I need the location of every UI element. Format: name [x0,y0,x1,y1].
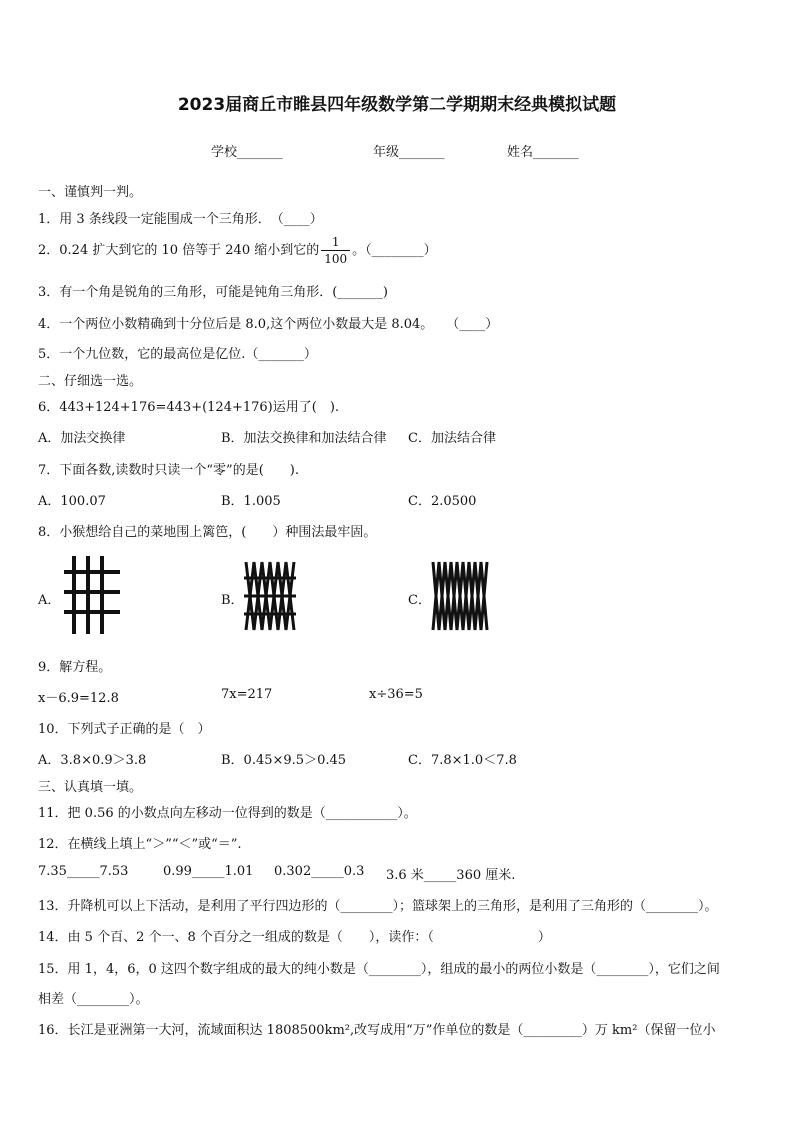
question-6-option-c: C．加法结合律 [408,431,496,446]
question-6-option-a: A．加法交换律 [38,431,126,446]
question-8-option-a: A． [38,593,61,608]
question-15-continued: 相差（________）。 [38,992,149,1007]
equation-3: x÷36=5 [369,687,423,702]
question-14: 14．由 5 个百、2 个一、8 个百分之一组成的数是（ ），读作：（ ） [38,930,551,945]
fence-diagonal-grid-image [244,560,296,632]
question-8-option-b: B． [221,593,244,608]
comparison-3: 0.302_____0.3 [274,864,365,879]
comparison-4: 3.6 米_____360 厘米. [386,868,516,883]
question-8-option-c: C． [408,593,431,608]
question-2-text: 2．0.24 扩大到它的 10 倍等于 240 缩小到它的 [38,243,320,258]
question-8: 8．小猴想给自己的菜地围上篱笆，( ）种围法最牢固。 [38,525,377,540]
question-10-option-c: C．7.8×1.0＜7.8 [408,753,517,768]
question-7-option-c: C．2.0500 [408,494,477,509]
fence-grid-image [62,556,122,634]
equation-2: 7x=217 [221,687,273,702]
question-7-option-a: A．100.07 [38,494,106,509]
question-6-option-b: B．加法交换律和加法结合律 [221,431,387,446]
question-2-answer: 。（________） [352,243,437,258]
question-11: 11．把 0.56 的小数点向左移动一位得到的数是（___________）。 [38,806,417,821]
question-16: 16．长江是亚洲第一大河，流域面积达 1808500km²,改写成用“万”作单位的数是（_________）万 km²（保留一位小 [38,1023,716,1038]
question-5: 5．一个九位数，它的最高位是亿位.（_______） [38,347,317,362]
fraction [321,236,350,265]
question-1: 1．用 3 条线段一定能围成一个三角形． （____） [38,212,323,227]
fraction-numerator: 1 [321,236,350,251]
school-field: 学校_______ [211,145,283,160]
question-10: 10．下列式子正确的是（ ） [38,722,211,737]
page-title: 2023届商丘市睢县四年级数学第二学期期末经典模拟试题 [177,95,617,115]
equation-1: x－6.9=12.8 [38,691,119,706]
comparison-1: 7.35_____7.53 [38,864,129,879]
question-15: 15．用 1，4，6，0 这四个数字组成的最大的纯小数是（________），组成的最小的两位小数是（________），它们之间 [38,962,720,977]
question-7: 7．下面各数,读数时只读一个“零”的是( ). [38,463,299,478]
fraction-denominator: 100 [324,252,348,266]
comparison-2: 0.99_____1.01 [163,864,254,879]
grade-field: 年级_______ [373,145,445,160]
question-9: 9．解方程。 [38,660,112,675]
section-2-heading: 二、仔细选一选。 [38,374,143,389]
question-13: 13．升降机可以上下活动，是利用了平行四边形的（________）；篮球架上的三角形，是利用了三角形的（________）。 [38,899,718,914]
question-6: 6．443+124+176=443+(124+176)运用了( ). [38,400,340,415]
question-10-option-b: B．0.45×9.5＞0.45 [221,753,347,768]
name-field: 姓名_______ [507,145,579,160]
question-7-option-b: B．1.005 [221,494,281,509]
section-3-heading: 三、认真填一填。 [38,780,143,795]
question-10-option-a: A．3.8×0.9＞3.8 [38,753,147,768]
question-4: 4．一个两位小数精确到十分位后是 8.0,这个两位小数最大是 8.04。 （____） [38,317,499,332]
question-3: 3．有一个角是锐角的三角形，可能是钝角三角形．(_______) [38,285,388,300]
question-2 [38,236,437,265]
fence-zigzag-image [431,560,491,632]
question-12: 12．在横线上填上“＞”“＜”或“＝”. [38,837,242,852]
section-1-heading: 一、谨慎判一判。 [38,185,143,200]
